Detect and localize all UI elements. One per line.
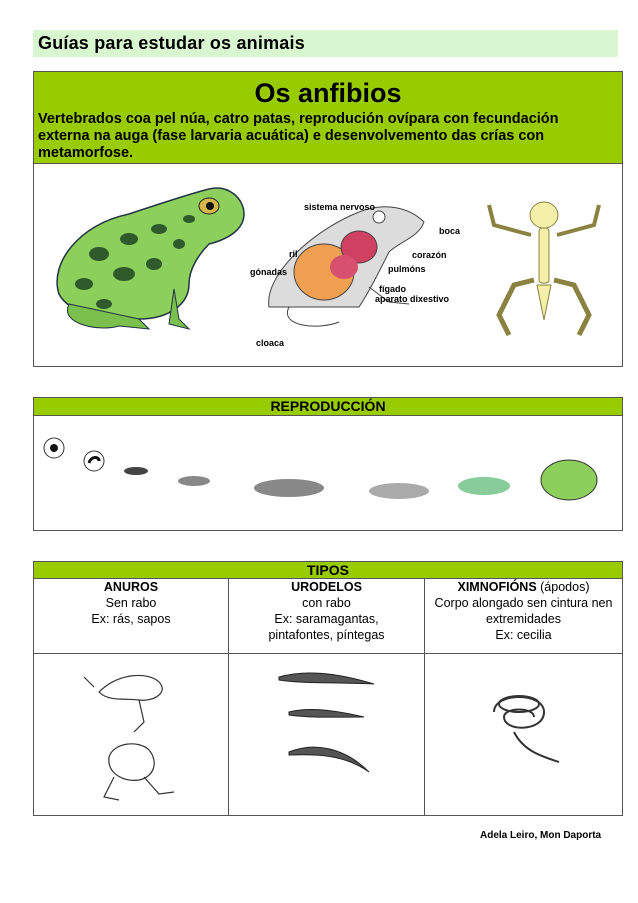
tadpole-large-icon — [254, 479, 324, 497]
ximnofions-title: XIMNOFIÓNS — [457, 580, 537, 594]
ximnofions-line1: Corpo alongado sen cintura nen — [434, 596, 613, 610]
label-cloaca: cloaca — [256, 338, 285, 348]
urodelos-line1: con rabo — [302, 596, 351, 610]
skeleton-illustration — [479, 190, 609, 340]
row-divider — [34, 653, 622, 654]
ximnofions-line2: extremidades — [485, 612, 562, 626]
label-sistema-nervoso: sistema nervoso — [304, 202, 376, 212]
reproduction-section — [33, 397, 623, 531]
cecilia-illustration — [474, 682, 569, 777]
guide-banner — [33, 30, 618, 57]
embryo-icon — [84, 451, 104, 471]
froglet-icon — [458, 477, 510, 495]
urodelos-illustration — [274, 662, 384, 787]
page-title: Os anfibios — [254, 78, 402, 108]
ximnofions-suffix: (ápodos) — [536, 580, 590, 594]
label-corazon: corazón — [412, 250, 447, 260]
frog-illustration — [39, 184, 254, 334]
egg-icon — [44, 438, 64, 458]
metamorphosis-sequence — [39, 428, 614, 523]
overview-header — [34, 72, 622, 164]
anuros-title: ANUROS — [103, 580, 159, 594]
label-gonadas: gónadas — [250, 267, 288, 277]
hatchling-icon — [124, 467, 148, 475]
label-aparato-dixestivo: aparato dixestivo — [375, 294, 450, 304]
label-boca: boca — [439, 226, 461, 236]
author-credit: Adela Leiro, Mon Daporta — [480, 830, 602, 841]
urodelos-line3: pintafontes, píntegas — [268, 628, 385, 642]
anatomy-illustration — [249, 192, 429, 332]
tadpole-small-icon — [178, 476, 210, 486]
types-heading: TIPOS — [34, 562, 622, 579]
guide-banner-text: Guías para estudar os animais — [38, 33, 305, 53]
amphibian-description: Vertebrados coa pel núa, catro patas, reprodución ovípara con fecundación externa na auga (fase larvaria acuática) e desenvolvemento das crías con metamorfose. — [38, 111, 559, 161]
reproduction-heading: REPRODUCCIÓN — [34, 398, 622, 416]
anuros-column — [34, 579, 228, 627]
label-ril: ril — [289, 249, 298, 259]
urodelos-line2: Ex: saramagantas, — [274, 612, 379, 626]
anuros-illustration — [79, 662, 209, 810]
anuros-line1: Sen rabo — [105, 596, 157, 610]
tadpole-hindlegs-icon — [369, 483, 429, 499]
ximnofions-line3: Ex: cecilia — [495, 628, 552, 642]
amphibian-overview — [33, 71, 623, 367]
urodelos-column — [229, 579, 424, 643]
label-figado: fígado — [379, 284, 406, 294]
label-pulmons: pulmóns — [388, 264, 426, 274]
anuros-line2: Ex: rás, sapos — [91, 612, 171, 626]
adult-frog-icon — [541, 460, 597, 500]
types-section — [33, 561, 623, 816]
ximnofions-column — [425, 579, 622, 643]
urodelos-title: URODELOS — [291, 580, 362, 594]
